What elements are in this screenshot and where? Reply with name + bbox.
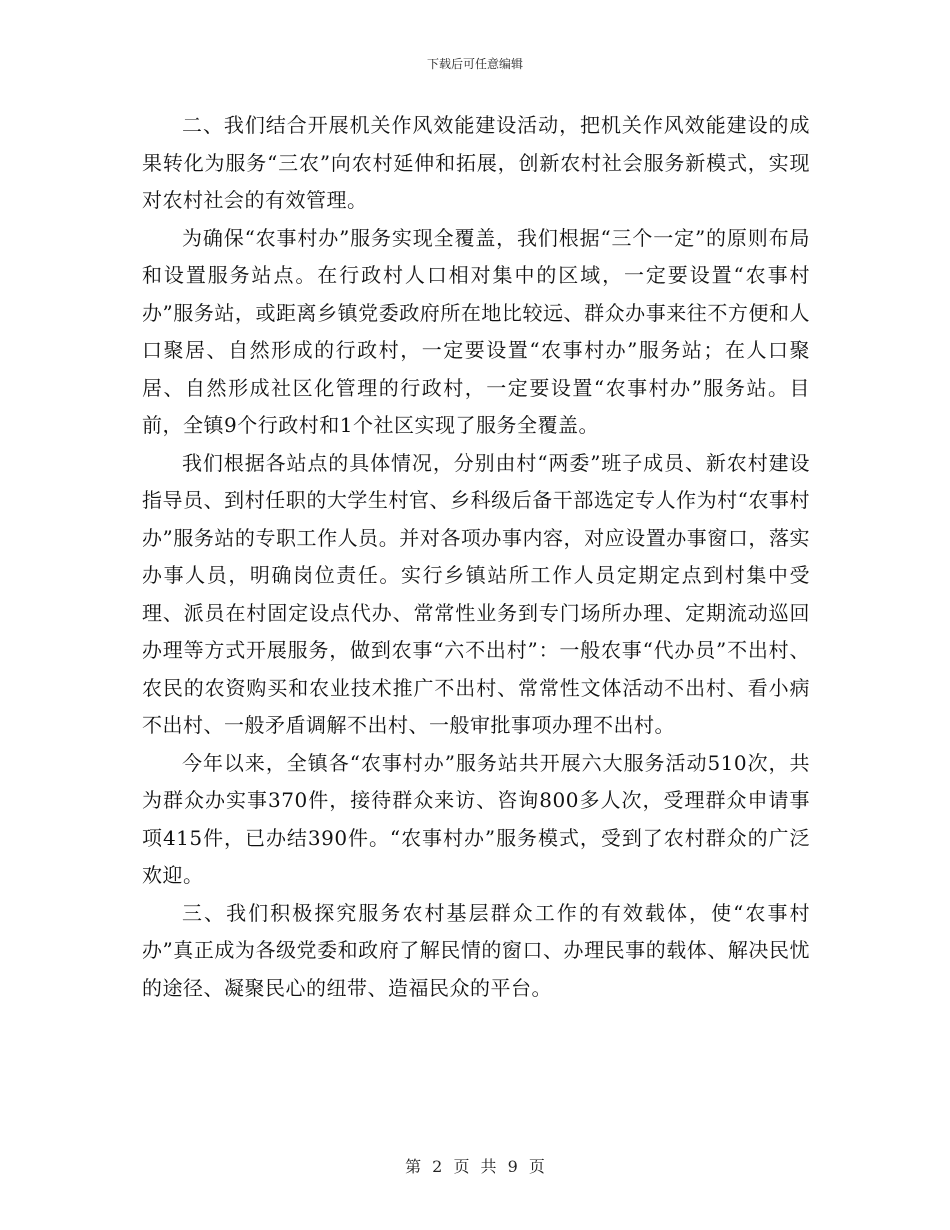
paragraph-2: 为确保“农事村办”服务实现全覆盖，我们根据“三个一定”的原则布局和设置服务站点。在行政村人口相对集中的区域，一定要设置“农事村办”服务站，或距离乡镇党委政府所在地比较远、群众办事来往不方便和人口聚居、自然形成的行政村，一定要设置“农事村办”服务站；在人口聚居、自然形成社区化管理的行政村，一定要设置“农事村办”服务站。目前，全镇9个行政村和1个社区实现了服务全覆盖。 <box>142 225 810 437</box>
page-header: 下载后可任意编辑 <box>426 57 523 71</box>
paragraph-3: 我们根据各站点的具体情况，分别由村“两委”班子成员、新农村建设指导员、到村任职的大学生村官、乡科级后备干部选定专人作为村“农事村办”服务站的专职工作人员。并对各项办事内容，对应设置办事窗口，落实办事人员，明确岗位责任。实行乡镇站所工作人员定期定点到村集中受理、派员在村固定设点代办、常常性业务到专门场所办理、定期流动巡回办理等方式开展服务，做到农事“六不出村”：一般农事“代办员”不出村、农民的农资购买和农业技术推广不出村、常常性文体活动不出村、看小病不出村、一般矛盾调解不出村、一般审批事项办理不出村。 <box>142 450 810 737</box>
document-body <box>142 107 810 1007</box>
paragraph-1: 二、我们结合开展机关作风效能建设活动，把机关作风效能建设的成果转化为服务“三农”向农村延伸和拓展，创新农村社会服务新模式，实现对农村社会的有效管理。 <box>142 113 810 212</box>
paragraph-4: 今年以来，全镇各“农事村办”服务站共开展六大服务活动510次，共为群众办实事370件，接待群众来访、咨询800多人次，受理群众申请事项415件，已办结390件。“农事村办”服务模式，受到了农村群众的广泛欢迎。 <box>142 750 810 887</box>
page-footer: 第 2 页 共 9 页 <box>405 1157 545 1176</box>
paragraph-5: 三、我们积极探究服务农村基层群众工作的有效载体，使“农事村办”真正成为各级党委和政府了解民情的窗口、办理民事的载体、解决民忧的途径、凝聚民心的纽带、造福民众的平台。 <box>142 900 810 1000</box>
